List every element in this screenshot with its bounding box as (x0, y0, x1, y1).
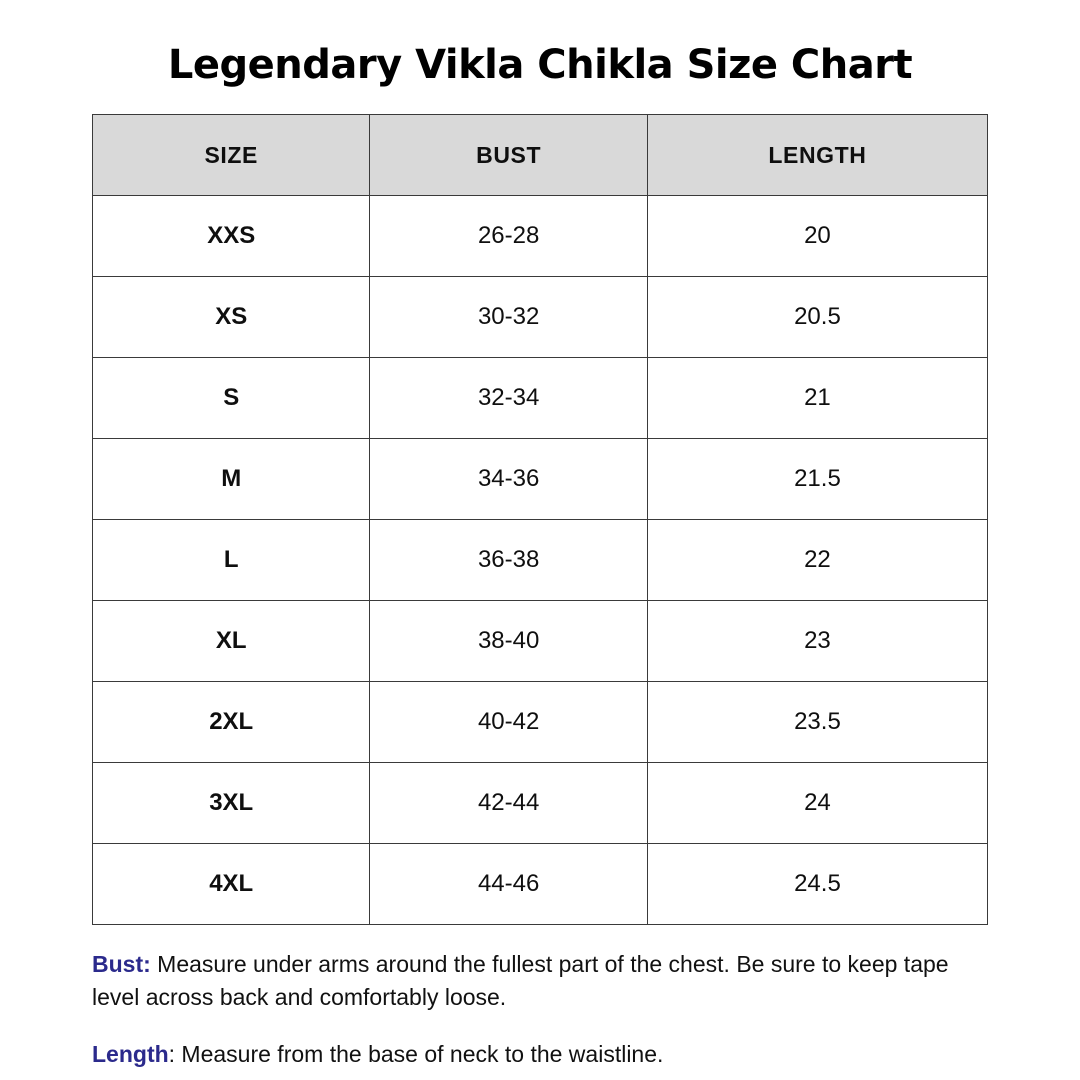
size-chart-table (92, 114, 988, 925)
page-title: Legendary Vikla Chikla Size Chart (167, 42, 913, 88)
cell-size: 2XL (93, 682, 370, 763)
cell-length: 20 (647, 196, 987, 277)
cell-length: 22 (647, 520, 987, 601)
cell-size: 4XL (93, 844, 370, 925)
cell-bust: 32-34 (370, 358, 647, 439)
cell-bust: 34-36 (370, 439, 647, 520)
cell-size: 3XL (93, 763, 370, 844)
column-header-length: LENGTH (647, 115, 987, 196)
cell-bust: 36-38 (370, 520, 647, 601)
table-row (93, 682, 988, 763)
table-row (93, 844, 988, 925)
cell-bust: 40-42 (370, 682, 647, 763)
cell-length: 20.5 (647, 277, 987, 358)
cell-bust: 30-32 (370, 277, 647, 358)
cell-bust: 38-40 (370, 601, 647, 682)
measurement-notes (92, 948, 988, 1071)
table-row (93, 196, 988, 277)
note-bust-label: Bust: (92, 951, 151, 977)
cell-size: L (93, 520, 370, 601)
size-chart-table-wrapper (92, 114, 988, 925)
table-row (93, 439, 988, 520)
cell-length: 24 (647, 763, 987, 844)
note-bust-text: Measure under arms around the fullest part of the chest. Be sure to keep tape level across back and comfortably loose. (92, 951, 949, 1011)
note-length (92, 1038, 988, 1071)
note-length-text: : Measure from the base of neck to the waistline. (168, 1040, 664, 1067)
cell-length: 23.5 (647, 682, 987, 763)
cell-bust: 26-28 (370, 196, 647, 277)
table-row (93, 358, 988, 439)
table-body (93, 196, 988, 925)
cell-length: 24.5 (647, 844, 987, 925)
cell-size: XXS (93, 196, 370, 277)
table-header-row (93, 115, 988, 196)
cell-length: 21.5 (647, 439, 987, 520)
cell-size: S (93, 358, 370, 439)
cell-length: 21 (647, 358, 987, 439)
note-bust (92, 948, 988, 1015)
table-header (93, 115, 988, 196)
table-row (93, 601, 988, 682)
cell-size: XL (93, 601, 370, 682)
table-row (93, 763, 988, 844)
column-header-size: SIZE (93, 115, 370, 196)
cell-size: XS (93, 277, 370, 358)
cell-bust: 44-46 (370, 844, 647, 925)
cell-bust: 42-44 (370, 763, 647, 844)
table-row (93, 520, 988, 601)
cell-length: 23 (647, 601, 987, 682)
column-header-bust: BUST (370, 115, 647, 196)
table-row (93, 277, 988, 358)
cell-size: M (93, 439, 370, 520)
note-length-label: Length (92, 1040, 169, 1067)
